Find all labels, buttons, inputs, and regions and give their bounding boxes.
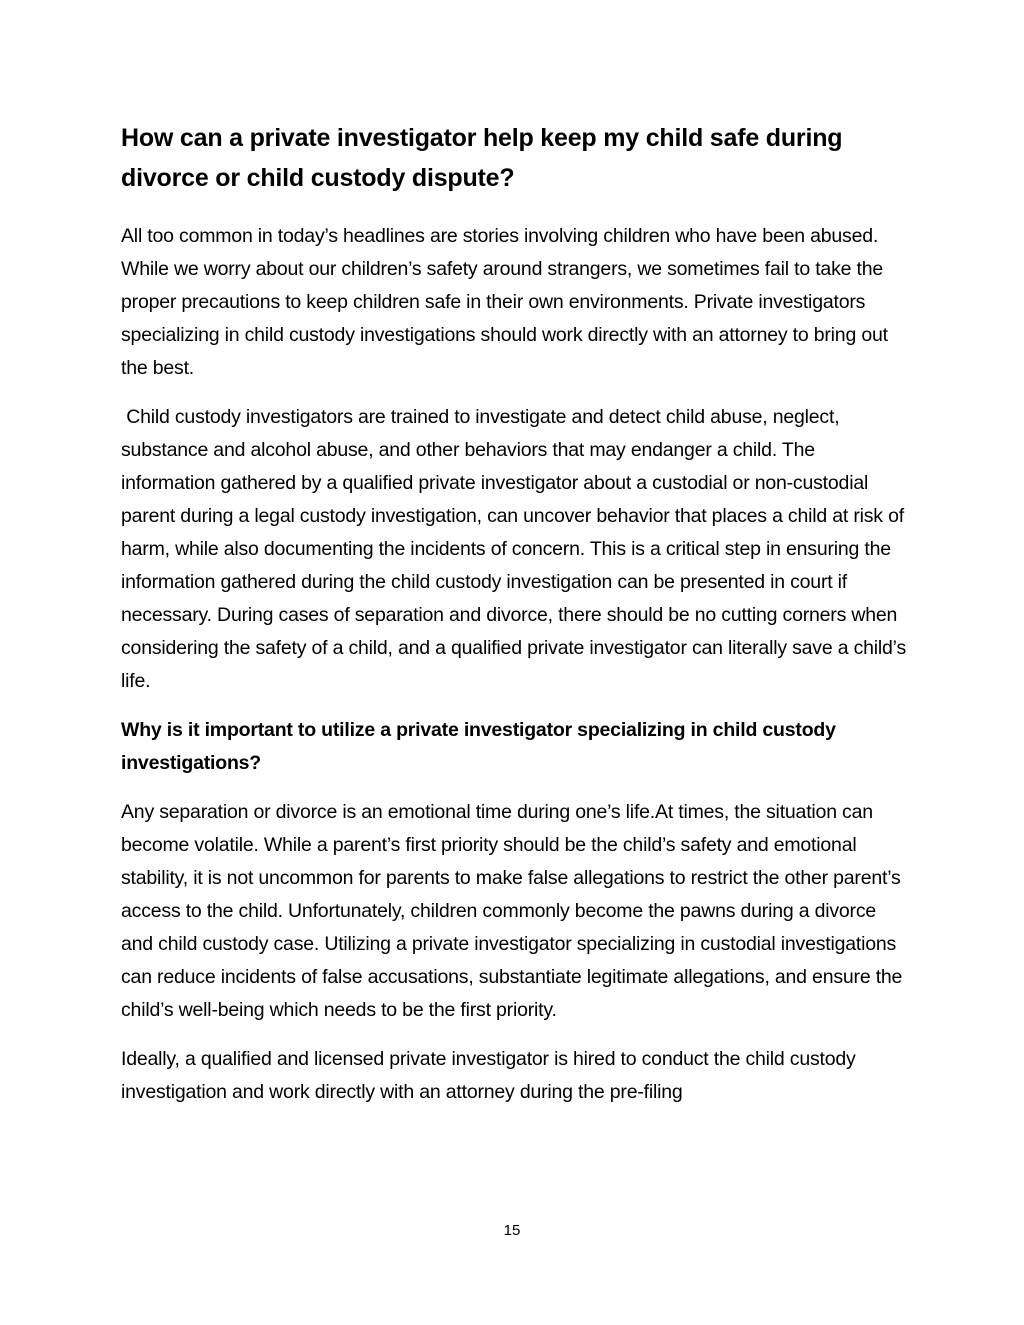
paragraph: Any separation or divorce is an emotional time during one’s life.At times, the situation can become volatile. While a parent’s first priority should be the child’s safety and emotional stability, it is not uncommon for parents to make false allegations to restrict the other parent’s access to the child. Unfortunately, children commonly become the pawns during a divorce and child custody case. Utilizing a private investigator specializing in custodial investigations can reduce incidents of false accusations, substantiate legitimate allegations, and ensure the child’s well-being which needs to be the first priority. <box>121 801 903 1021</box>
paragraph: Child custody investigators are trained to investigate and detect child abuse, neglect, substance and alcohol abuse, and other behaviors that may endanger a child. The information gathered by a qualified private investigator about a custodial or non-custodial parent during a legal custody investigation, can uncover behavior that places a child at risk of harm, while also documenting the incidents of concern. This is a critical step in ensuring the information gathered during the child custody investigation can be presented in court if necessary. During cases of separation and divorce, there should be no cutting corners when considering the safety of a child, and a qualified private investigator can literally save a child’s life. <box>121 406 912 692</box>
section-heading: How can a private investigator help keep my child safe during divorce or child custody dispute? <box>121 124 843 192</box>
paragraph: Ideally, a qualified and licensed private investigator is hired to conduct the child custody investigation and work directly with an attorney during the pre-filing <box>121 1048 856 1103</box>
page-content <box>121 118 911 1109</box>
subsection-heading: Why is it important to utilize a private investigator specializing in child custody investigations? <box>121 719 836 774</box>
page-number: 15 <box>503 1222 521 1239</box>
paragraph: All too common in today’s headlines are stories involving children who have been abused. While we worry about our children’s safety around strangers, we sometimes fail to take the proper precautions to keep children safe in their own environments. Private investigators specializing in child custody investigations should work directly with an attorney to bring out the best. <box>121 225 888 379</box>
